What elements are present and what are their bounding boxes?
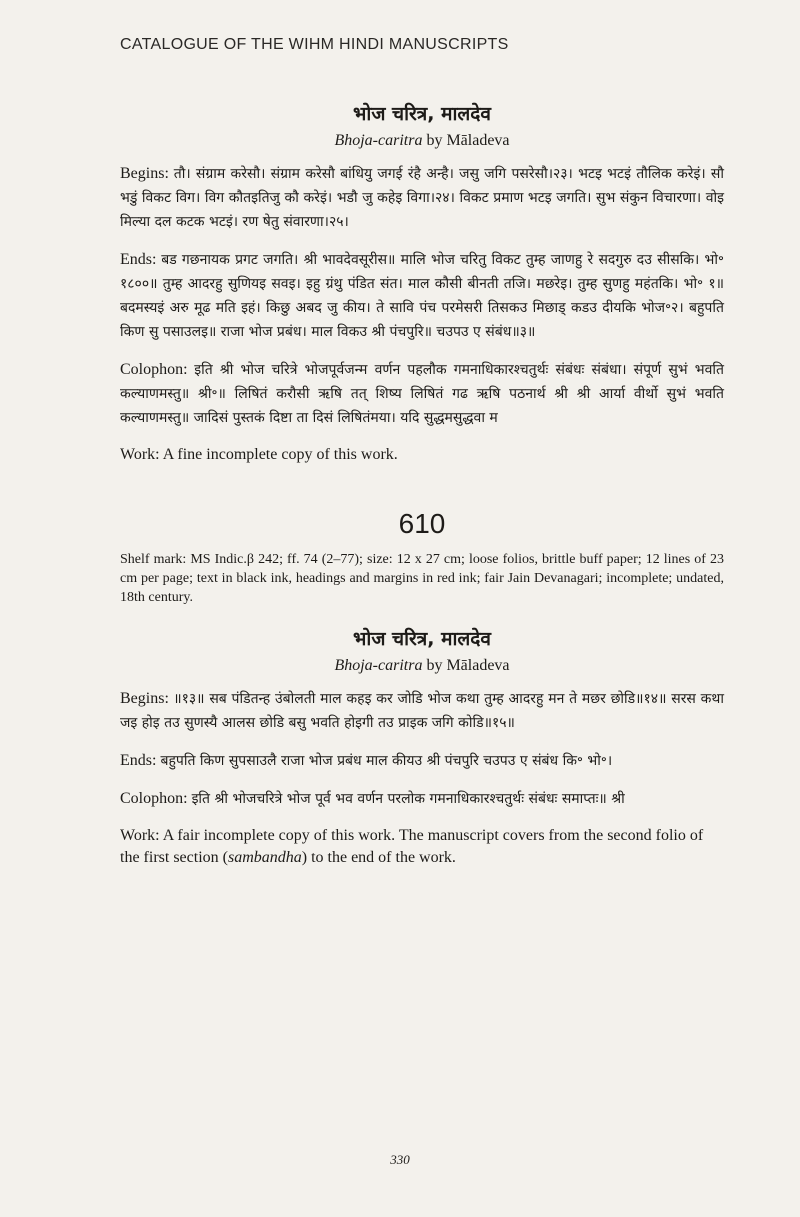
colophon-label: Colophon: [120,790,192,807]
work-field [120,444,724,466]
author-text: by Māladeva [422,657,510,674]
shelf-description: Shelf mark: MS Indic.β 242; ff. 74 (2–77); size: 12 x 27 cm; loose folios, brittle buff paper; 12 lines of 23 cm per page; text in black ink, headings and margins in red ink; fair Jain Devanagari; incomplete; undated, 18th century. [120,552,724,605]
work-text: A fine incomplete copy of this work. [162,446,398,463]
entry-610 [120,550,724,869]
work-field [120,825,724,869]
begins-text: ॥१३॥ सब पंडितन्ह उंबोलती माल कहइ कर जोडि भोज कथा तुम्ह आदरहु मन ते मछर छोडि॥१४॥ सरस कथा जइ होइ तउ सुणस्यै आलस छोडि बसु भवति होइगी तउ प्राइक जगि कोडि॥१५॥ [120,691,724,731]
entry-continued [120,100,724,466]
work-text: A fair incomplete copy of this work. The manuscript covers from the second folio of the first section ( [120,827,704,866]
catalogue-content [120,100,724,869]
entry-title: भोज चरित्र, मालदेव [353,628,491,650]
begins-label: Begins: [120,690,174,707]
colophon-text: इति श्री भोजचरित्रे भोज पूर्व भव वर्णन परलोक गमनाधिकारश्चतुर्थः संबंधः समाप्तः॥ श्री [191,791,625,807]
work-title-italic: Bhoja-caritra [334,132,423,149]
work-text-end: ) to the end of the work. [301,849,456,866]
entry-number: 610 [398,508,446,539]
ends-field [120,749,724,773]
running-head: CATALOGUE OF THE WIHM HINDI MANUSCRIPTS [120,36,509,53]
work-italic-term: sambandha [227,849,302,866]
begins-text: तौ। संग्राम करेसौ। संग्राम करेसौ बांधियु जगई रंहै अन्है। जसु जगि पसरेसौ।२३। भटइ भटइं तौलिक करेइं। सौ भडुं विकट विग। विग कौतइतिजु कौ करेइं। भडौ जु कहेइ विगा।२४। विकट प्रमाण भटइ जगति। सुभ संकुन विचारणा। वोइ मिल्या दल कटक भटइं। रण षेतु संवारणा।२५। [120,166,725,230]
work-label: Work: [120,446,163,463]
entry-subtitle [120,132,724,150]
colophon-field [120,358,724,430]
ends-label: Ends: [120,752,161,769]
work-label: Work: [120,827,163,844]
entry-title: भोज चरित्र, मालदेव [353,103,491,125]
begins-label: Begins: [120,165,174,182]
begins-field [120,687,724,735]
colophon-field [120,787,724,811]
author-text: by Māladeva [422,132,510,149]
ends-field [120,248,724,344]
colophon-label: Colophon: [120,361,195,378]
entry-subtitle [120,657,724,675]
ends-text: बड गछनायक प्रगट जगति। श्री भावदेवसूरीस॥ मालि भोज चरितु विकट तुम्ह जाणहु रे सदगुरु दउ सीसकि। भो॰ १८००॥ तुम्ह आदरहु सुणियइ सवइ। इहु ग्रंथु पंडित संत। माल कौसी बीनती तजि। मछरेइ। तुम्ह सुणहु महंतकि। भो॰ १॥ बदमस्यइं अरु मूढ मति इहं। किछु अबद जु कीय। ते सावि पंच परमेसरी तिसकउ मिछाड् कडउ दीयकि भोज॰२। बहुपति किण सु पसाउलइ॥ राजा भोज प्रबंध। माल विकउ श्री पंचपुरि॥ चउपउ ए संबंध॥३॥ [120,252,724,340]
begins-field [120,162,724,234]
ends-label: Ends: [120,251,162,268]
ends-text: बहुपति किण सुपसाउलै राजा भोज प्रबंध माल कीयउ श्री पंचपुरि चउपउ ए संबंध कि॰ भो॰। [160,753,613,769]
page-number: 330 [390,1152,410,1167]
colophon-text: इति श्री भोज चरित्रे भोजपूर्वजन्म वर्णन पहलौक गमनाधिकारश्चतुर्थः संबंधः संबंधा। संपूर्ण सुभं भवति कल्याणमस्तु॥ श्री॰॥ लिषितं करौसी ऋषि तत् शिष्य लिषितं गढ ऋषि पठनार्थ श्री श्री आर्या वीर्थो सुभं भवति कल्याणमस्तु॥ जादिसं पुस्तकं दिष्टा ता दिसं लिषितंमया। यदि सुद्धमसुद्धवा म [120,362,724,426]
work-title-italic: Bhoja-caritra [334,657,423,674]
